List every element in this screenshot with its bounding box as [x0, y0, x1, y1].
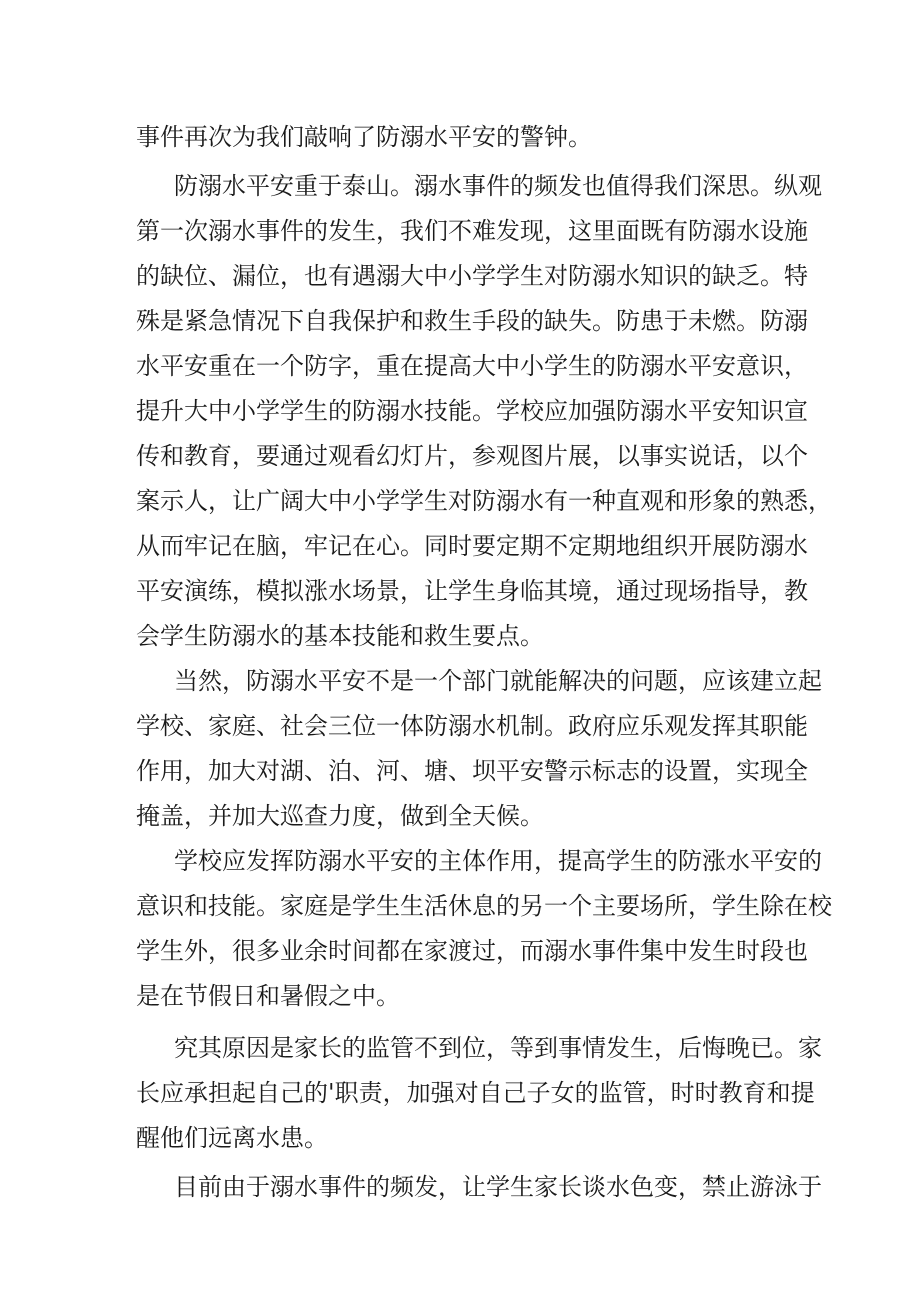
text-line: 意识和技能。家庭是学生生活休息的另一个主要场所，学生除在校 — [136, 892, 832, 920]
text-line: 长应承担起自己的'职责，加强对自己子女的监管，时时教育和提 — [136, 1079, 815, 1107]
text-line: 学生外，很多业余时间都在家渡过，而溺水事件集中发生时段也 — [136, 937, 808, 965]
text-line: 平安演练，模拟涨水场景，让学生身临其境，通过现场指导，教 — [136, 577, 808, 605]
text-line: 殊是紧急情况下自我保护和救生手段的缺失。防患于未燃。防溺 — [136, 307, 808, 335]
paragraph-first-line: 防溺水平安重于泰山。溺水事件的频发也值得我们深思。纵观 — [174, 172, 822, 200]
text-line: 事件再次为我们敲响了防溺水平安的警钟。 — [136, 123, 592, 151]
text-line: 会学生防溺水的基本技能和救生要点。 — [136, 622, 544, 650]
text-line: 第一次溺水事件的发生，我们不难发现，这里面既有防溺水设施 — [136, 217, 808, 245]
text-line: 是在节假日和暑假之中。 — [136, 982, 400, 1010]
text-line: 案示人，让广阔大中小学学生对防溺水有一种直观和形象的熟悉， — [136, 487, 832, 515]
text-line: 的缺位、漏位，也有遇溺大中小学学生对防溺水知识的缺乏。特 — [136, 262, 808, 290]
text-line: 醒他们远离水患。 — [136, 1124, 328, 1152]
text-line: 作用，加大对湖、泊、河、塘、坝平安警示标志的设置，实现全 — [136, 757, 808, 785]
text-line: 掩盖，并加大巡查力度，做到全天候。 — [136, 802, 544, 830]
paragraph-first-line: 目前由于溺水事件的频发，让学生家长谈水色变，禁止游泳于 — [174, 1173, 822, 1201]
paragraph-first-line: 究其原因是家长的监管不到位，等到事情发生，后悔晚已。家 — [174, 1034, 822, 1062]
text-line: 水平安重在一个防字，重在提高大中小学生的防溺水平安意识， — [136, 352, 808, 380]
paragraph-first-line: 当然，防溺水平安不是一个部门就能解决的问题，应该建立起 — [174, 667, 822, 695]
paragraph-first-line: 学校应发挥防溺水平安的主体作用，提高学生的防涨水平安的 — [174, 847, 822, 875]
text-line: 学校、家庭、社会三位一体防溺水机制。政府应乐观发挥其职能 — [136, 712, 808, 740]
text-line: 提升大中小学学生的防溺水技能。学校应加强防溺水平安知识宣 — [136, 397, 808, 425]
text-line: 传和教育，要通过观看幻灯片，参观图片展，以事实说话，以个 — [136, 442, 808, 470]
text-line: 从而牢记在脑，牢记在心。同时要定期不定期地组织开展防溺水 — [136, 532, 808, 560]
